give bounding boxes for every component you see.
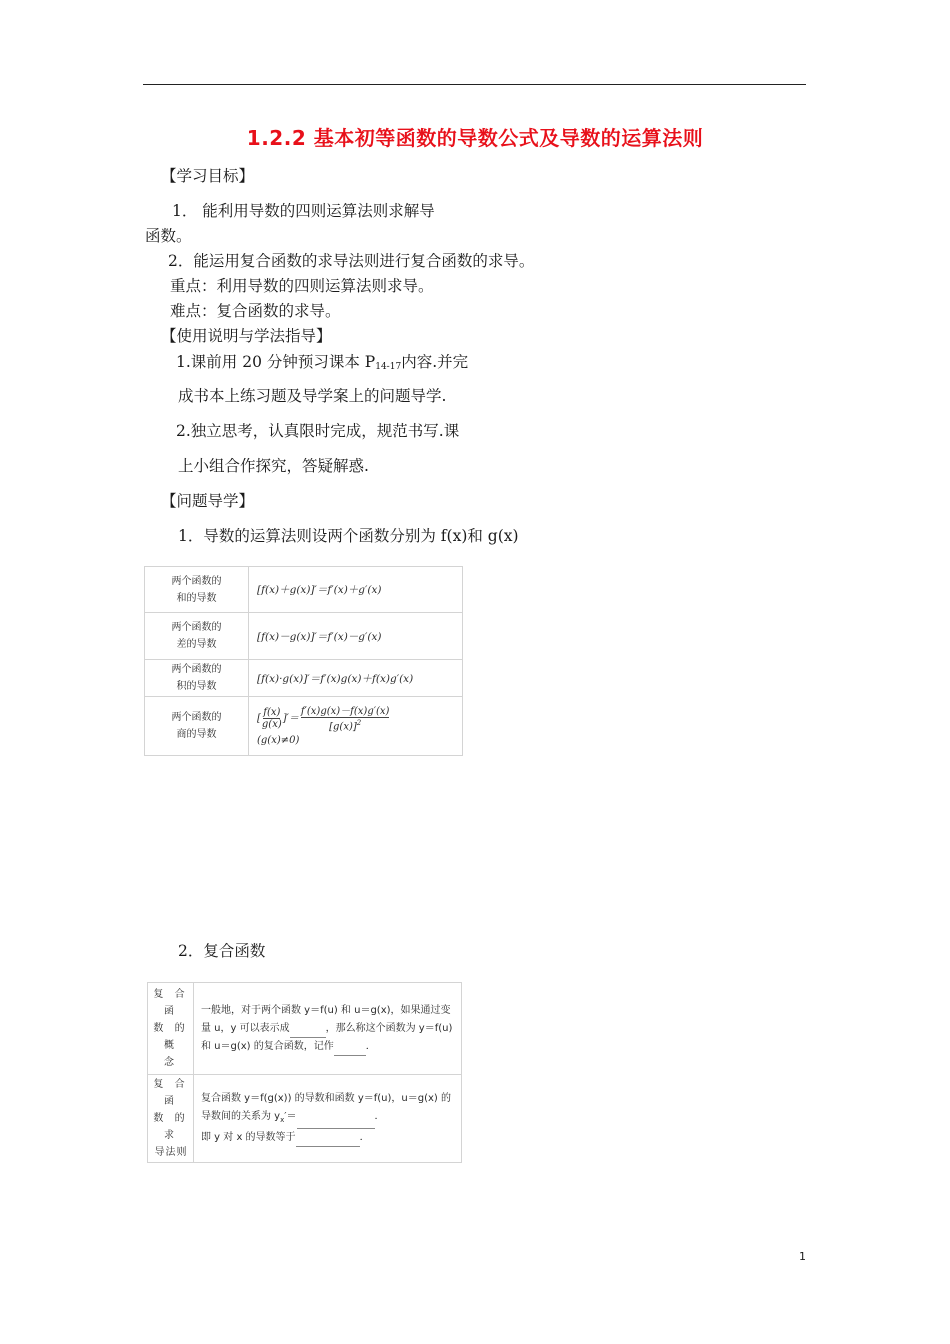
rule-label: 两个函数的 和的导数 — [145, 567, 249, 613]
quotient-result-numerator: f′(x)g(x)－f(x)g′(x) — [300, 705, 390, 717]
table-row — [145, 697, 463, 756]
quotient-equals: ]′＝ — [282, 713, 299, 725]
goals-heading: 【学习目标】 — [161, 167, 255, 185]
quotient-numerator: f(x) — [263, 707, 281, 719]
usage-2-line-1: 2.独立思考，认真限时完成，规范书写.课 — [176, 422, 460, 440]
page-number: 1 — [799, 1250, 806, 1263]
goal-1-line-1: 1． 能利用导数的四则运算法则求解导 — [172, 202, 435, 220]
quotient-square: 2 — [356, 718, 362, 727]
difficult-point: 难点：复合函数的求导。 — [170, 302, 341, 320]
blank-field[interactable] — [297, 1128, 375, 1129]
rule-label: 两个函数的 积的导数 — [145, 660, 249, 697]
quotient-denominator: g(x) — [261, 719, 282, 731]
rule-label: 两个函数的 商的导数 — [145, 697, 249, 756]
rule-formula: [f(x)＋g(x)]′＝f′(x)＋g′(x) — [249, 567, 463, 613]
concept-label: 复 合 函 数 的 概 念 — [148, 983, 194, 1075]
header-rule — [143, 84, 806, 85]
table-row — [145, 613, 463, 660]
table-row — [145, 567, 463, 613]
guide-heading: 【问题导学】 — [161, 492, 255, 510]
derivative-rules-table — [144, 566, 463, 756]
guide-1: 1．导数的运算法则设两个函数分别为 f(x)和 g(x) — [178, 527, 519, 545]
goal-1-line-2: 函数。 — [145, 227, 192, 245]
quotient-condition: (g(x)≠0) — [257, 735, 300, 747]
rule-formula: [f(x)·g(x)]′＝f′(x)g(x)＋f(x)g′(x) — [249, 660, 463, 697]
usage-1-line-2: 成书本上练习题及导学案上的问题导学. — [178, 387, 447, 405]
composite-function-table — [147, 982, 462, 1163]
usage-2-line-2: 上小组合作探究，答疑解惑. — [178, 457, 369, 475]
goal-2: 2．能运用复合函数的求导法则进行复合函数的求导。 — [168, 252, 535, 270]
table-row — [148, 983, 462, 1075]
usage-heading: 【使用说明与学法指导】 — [161, 327, 332, 345]
guide-2: 2．复合函数 — [178, 942, 266, 960]
key-point: 重点：利用导数的四则运算法则求导。 — [170, 277, 434, 295]
rule-formula: [f(x)－g(x)]′＝f′(x)－g′(x) — [249, 613, 463, 660]
concept-text: 一般地，对于两个函数 y＝f(u) 和 u＝g(x)，如果通过变量 u，y 可以表示成 ，那么称这个函数为 y＝f(u) 和 u＝g(x) 的复合函数，记作 ． — [194, 983, 462, 1075]
rule-label: 两个函数的 差的导数 — [145, 613, 249, 660]
blank-field[interactable] — [296, 1146, 360, 1147]
rule-text: 复合函数 y＝f(g(x)) 的导数和函数 y＝f(u)，u＝g(x) 的导数间的关系为 $y_x'=$ ． 即 y 对 x 的导数等于 ． — [194, 1075, 462, 1163]
usage-1-page-range: 14-17 — [375, 362, 402, 372]
table-row — [145, 660, 463, 697]
usage-1-prefix: 1.课前用 20 分钟预习课本 P — [176, 353, 376, 371]
rule-label: 复 合 函 数 的 求 导法则 — [148, 1075, 194, 1163]
usage-1-suffix: 内容.并完 — [401, 353, 469, 371]
blank-field[interactable] — [334, 1055, 366, 1056]
blank-field[interactable] — [290, 1037, 326, 1038]
table-row — [148, 1075, 462, 1163]
quotient-result-denominator: [g(x)] — [329, 721, 357, 733]
usage-1-line-1 — [176, 352, 468, 377]
quotient-rule-formula: [ $\frac{f(x)}{g(x)}$ ]′＝ f′(x)g(x)－f(x)g′(x) $[g(x)]^2$ (g(x)≠0) — [249, 697, 463, 756]
page-title: 1.2.2 基本初等函数的导数公式及导数的运算法则 — [246, 126, 704, 150]
